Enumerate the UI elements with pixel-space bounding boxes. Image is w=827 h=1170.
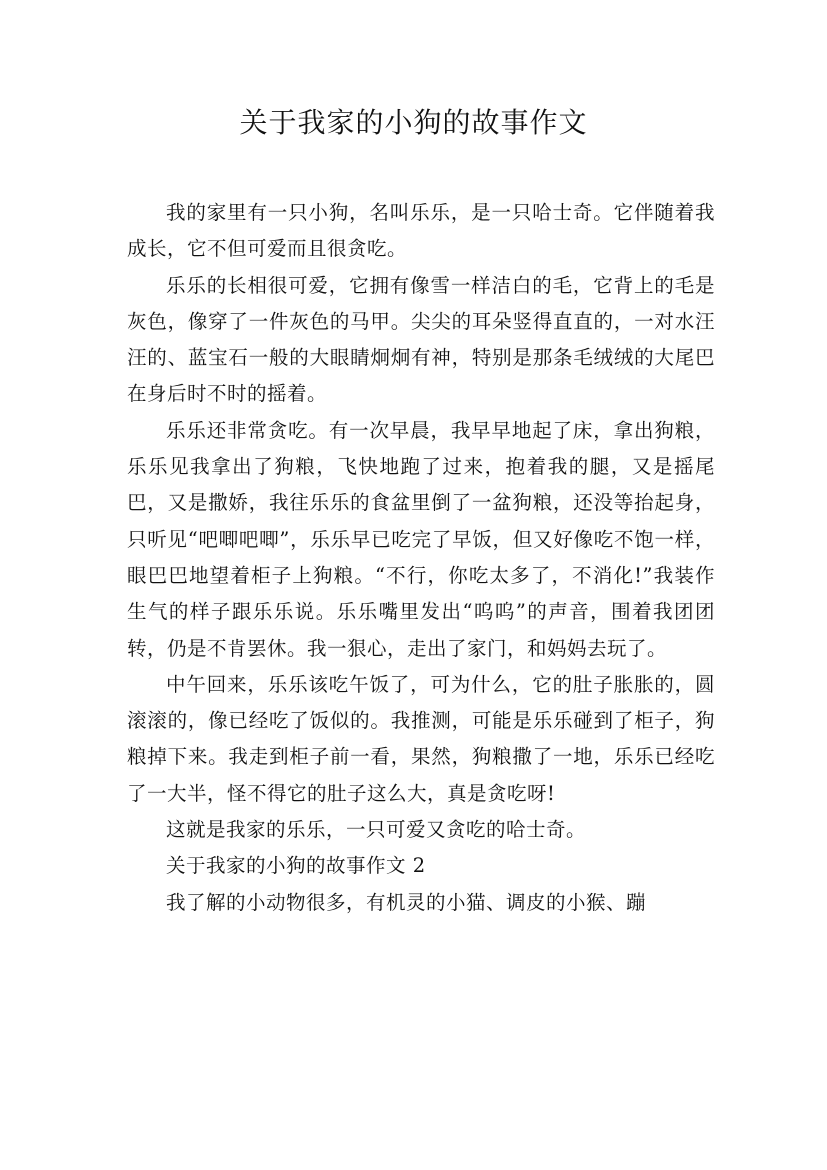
- section-heading-2: 关于我家的小狗的故事作文 2: [166, 854, 426, 878]
- paragraph-3: 乐乐还非常贪吃。有一次早晨，我早早地起了床，拿出狗粮，乐乐见我拿出了狗粮，飞快地跑了过来，抱着我的腿，又是摇尾巴，又是撒娇，我往乐乐的食盆里倒了一盆狗粮，还没等抬起身，只听见“吧唧吧唧”，乐乐早已吃完了早饭，但又好像吃不饱一样，眼巴巴地望着柜子上狗粮。“不行，你吃太多了，不消化!”我装作生气的样子跟乐乐说。乐乐嘴里发出“呜呜”的声音，围着我团团转，仍是不肯罢休。我一狠心，走出了家门，和妈妈去玩了。: [127, 418, 715, 660]
- page-title: 关于我家的小狗的故事作文: [239, 106, 588, 139]
- paragraph-6: 我了解的小动物很多，有机灵的小猫、调皮的小猴、蹦: [166, 890, 647, 914]
- paragraph-2: 乐乐的长相很可爱，它拥有像雪一样洁白的毛，它背上的毛是灰色，像穿了一件灰色的马甲。尖尖的耳朵竖得直直的，一对水汪汪的、蓝宝石一般的大眼睛炯炯有神，特别是那条毛绒绒的大尾巴在身后时不时的摇着。: [127, 273, 715, 406]
- paragraph-1: 我的家里有一只小狗，名叫乐乐，是一只哈士奇。它伴随着我成长，它不但可爱而且很贪吃。: [127, 201, 715, 261]
- paragraph-4: 中午回来，乐乐该吃午饭了，可为什么，它的肚子胀胀的，圆滚滚的，像已经吃了饭似的。我推测，可能是乐乐碰到了柜子，狗粮掉下来。我走到柜子前一看，果然，狗粮撒了一地，乐乐已经吃了一大半，怪不得它的肚子这么大，真是贪吃呀!: [127, 672, 715, 805]
- document-body: [127, 195, 715, 921]
- paragraph-5: 这就是我家的乐乐，一只可爱又贪吃的哈士奇。: [166, 818, 587, 842]
